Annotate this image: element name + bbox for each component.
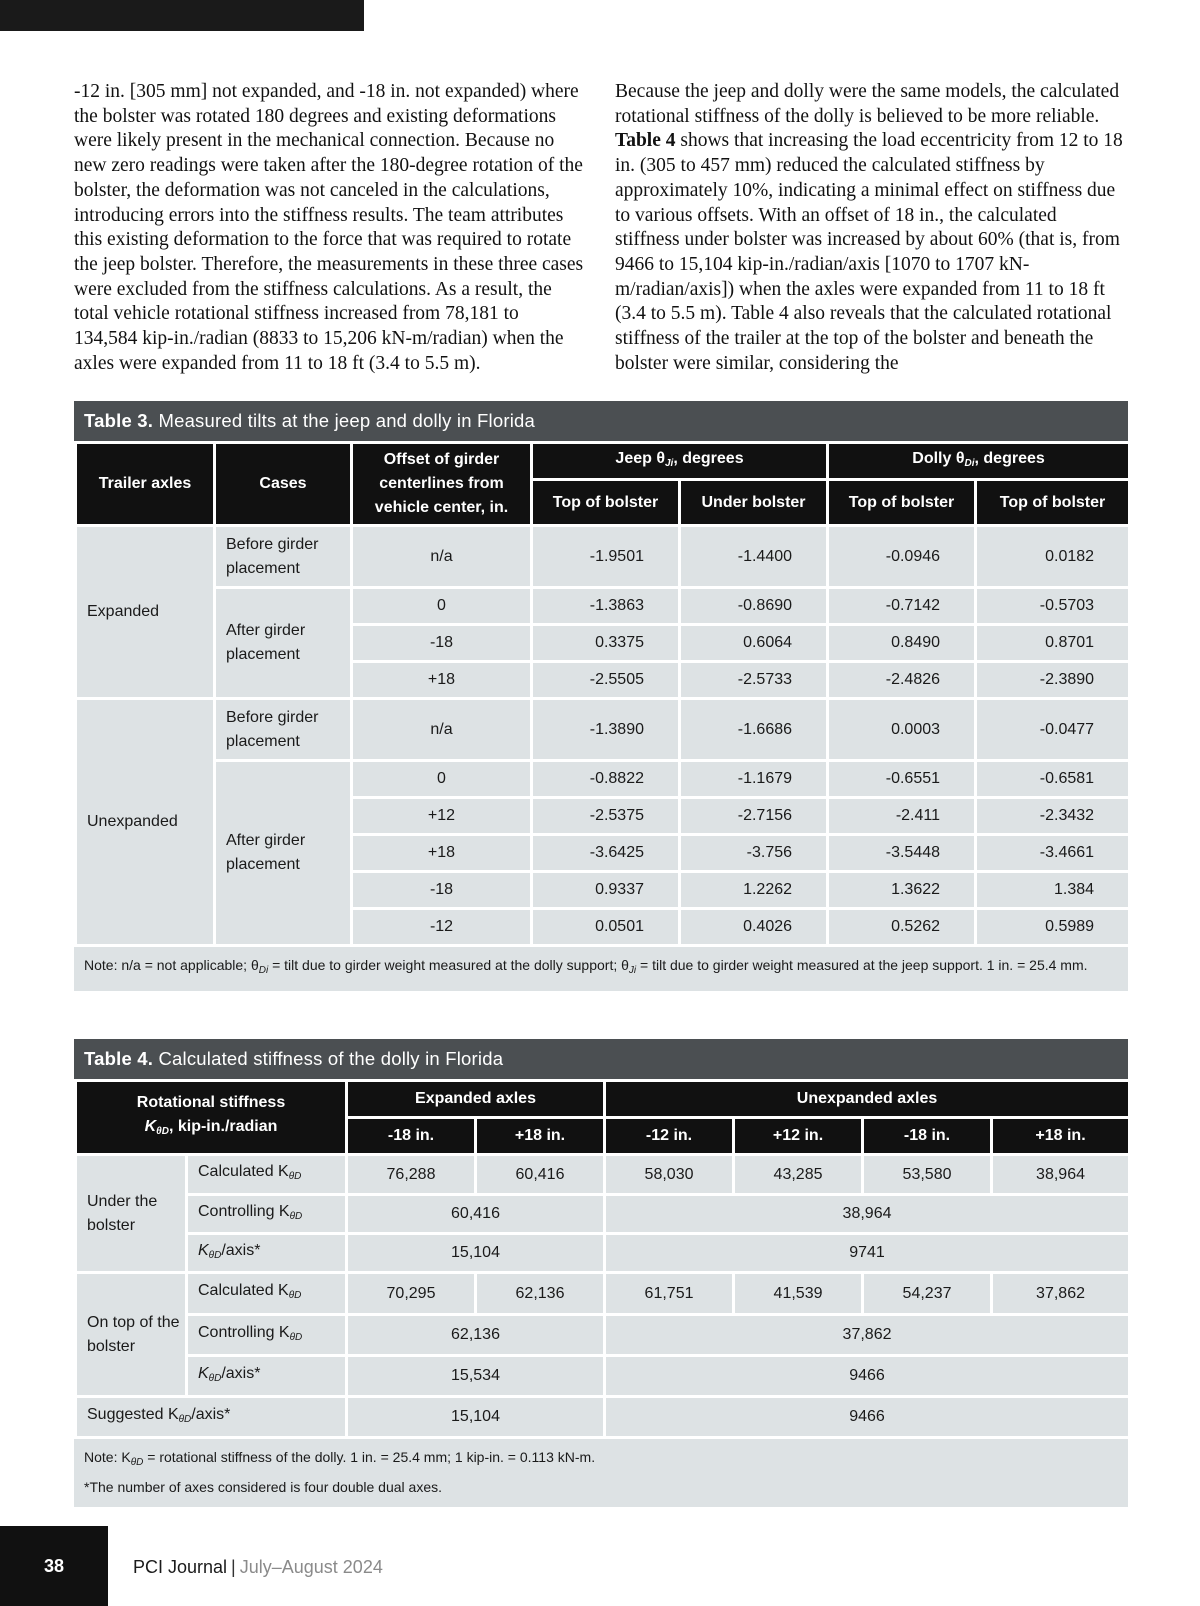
table-row — [76, 1273, 1130, 1315]
header-expanded-axles: Expanded axles — [347, 1081, 605, 1118]
table3-note: Note: n/a = not applicable; $\theta_{Di}$ = tilt due to girder weight measured at the dolly support; $\theta_{Ji}$ = tilt due to girder weight measured at the jeep support. 1 in. = 25.4 mm. — [84, 957, 1088, 976]
cell: 0.5989 — [976, 909, 1130, 946]
table4-note-line2: *The number of axes considered is four double dual axes. — [84, 1479, 442, 1495]
cell: 0.0501 — [532, 909, 680, 946]
table4 — [74, 1039, 1128, 1507]
cell: -0.0946 — [828, 526, 976, 588]
table3-title: Measured tilts at the jeep and dolly in Florida — [158, 410, 535, 431]
journal-footer — [133, 1557, 383, 1578]
cell-offset: 0 — [352, 588, 532, 625]
right-text-after: shows that increasing the load eccentricity from 12 to 18 in. (305 to 457 mm) reduced the calculated stiffness by approximately 10%, indicating a minimal effect on stiffness due to various offsets. With an offset of 18 in., the calculated stiffness under bolster was increased by about 60% (that is, from 9466 to 15,104 kip-in./radian/axis [1070 to 1707 kN-m/radian/axis]) when the axles were expanded from 11 to 18 ft (3.4 to 5.5 m). Table 4 also reveals that the calculated rotational stiffness of the trailer at the top of the bolster and beneath the bolster were similar, considering the — [615, 130, 1123, 374]
table4-grid — [74, 1079, 1131, 1439]
cell-offset: +18 — [352, 662, 532, 699]
table-row — [76, 1315, 1130, 1356]
table-row — [76, 699, 1130, 761]
header-jeep: Jeep $\theta_{Ji}$, degrees — [532, 443, 828, 480]
cell: -2.3890 — [976, 662, 1130, 699]
table4-label: Table 4. — [84, 1048, 154, 1069]
page-number: 38 — [44, 1556, 65, 1576]
cell: 38,964 — [992, 1155, 1130, 1195]
header-rotational-stiffness: Rotational stiffness $K_{\theta D}$, kip-in./radian — [76, 1081, 347, 1155]
group-unexpanded: Unexpanded — [76, 699, 215, 946]
table3 — [74, 401, 1128, 991]
journal-name: PCI Journal — [133, 1557, 228, 1577]
cell: -2.5505 — [532, 662, 680, 699]
body-text-right-column — [615, 80, 1125, 376]
cell: -2.4826 — [828, 662, 976, 699]
cell: -2.5375 — [532, 798, 680, 835]
header-offset: Offset of girder centerlines from vehicle center, in. — [352, 443, 532, 526]
header-col: +18 in. — [476, 1118, 605, 1155]
table3-caption — [74, 401, 1128, 441]
cell: 62,136 — [476, 1273, 605, 1315]
left-column-paragraph: -12 in. [305 mm] not expanded, and -18 in. not expanded) where the bolster was rotated 180 degrees and existing deformations were likely present in the mechanical connection. Because no new zero readings were taken after the 180-degree rotation of the bolster, the deformation was not canceled in the calculations, introducing errors into the stiffness results. The team attributes this existing deformation to the force that was required to rotate the jeep bolster. Therefore, the measurements in these three cases were excluded from the stiffness calculations. As a result, the total vehicle rotational stiffness increased from 78,181 to 134,584 kip-in./radian (8833 to 15,206 kN-m/radian) when the axles were expanded from 11 to 18 ft (3.4 to 5.5 m). — [74, 81, 584, 374]
cell: 62,136 — [347, 1315, 605, 1356]
cell-offset: 0 — [352, 761, 532, 798]
cell: 60,416 — [476, 1155, 605, 1195]
row-controlling: Controlling $K_{\theta D}$ — [187, 1315, 347, 1356]
cell: 37,862 — [992, 1273, 1130, 1315]
cell: -1.4400 — [680, 526, 828, 588]
table-row — [76, 1155, 1130, 1195]
group-expanded: Expanded — [76, 526, 215, 699]
cell: -0.8690 — [680, 588, 828, 625]
table4-reference: Table 4 — [615, 130, 676, 152]
cell: -0.0477 — [976, 699, 1130, 761]
cell-offset: n/a — [352, 699, 532, 761]
cell: -1.1679 — [680, 761, 828, 798]
table-row — [76, 1195, 1130, 1234]
cell: 0.0003 — [828, 699, 976, 761]
cell: 1.2262 — [680, 872, 828, 909]
header-dolly-top-1: Top of bolster — [828, 480, 976, 526]
cell: 1.3622 — [828, 872, 976, 909]
cell-offset: -12 — [352, 909, 532, 946]
header-jeep-under: Under bolster — [680, 480, 828, 526]
cell: 0.3375 — [532, 625, 680, 662]
table-row — [76, 1356, 1130, 1397]
table-row — [76, 761, 1130, 798]
header-unexpanded-axles: Unexpanded axles — [605, 1081, 1130, 1118]
row-controlling: Controlling $K_{\theta D}$ — [187, 1195, 347, 1234]
row-calculated: Calculated $K_{\theta D}$ — [187, 1273, 347, 1315]
table-row — [76, 1234, 1130, 1273]
cell-offset: -18 — [352, 625, 532, 662]
cell: -1.6686 — [680, 699, 828, 761]
case-before: Before girder placement — [215, 699, 352, 761]
header-jeep-top: Top of bolster — [532, 480, 680, 526]
cell: -0.5703 — [976, 588, 1130, 625]
cell: 60,416 — [347, 1195, 605, 1234]
header-col: +12 in. — [734, 1118, 863, 1155]
cell: -2.411 — [828, 798, 976, 835]
case-after: After girder placement — [215, 588, 352, 699]
header-dolly: Dolly $\theta_{Di}$, degrees — [828, 443, 1130, 480]
cell: 37,862 — [605, 1315, 1130, 1356]
cell: -1.3890 — [532, 699, 680, 761]
cell-offset: n/a — [352, 526, 532, 588]
cell: 41,539 — [734, 1273, 863, 1315]
cell: 0.9337 — [532, 872, 680, 909]
cell: 0.8701 — [976, 625, 1130, 662]
cell-offset: +18 — [352, 835, 532, 872]
cell: 54,237 — [863, 1273, 992, 1315]
header-col: -12 in. — [605, 1118, 734, 1155]
top-header-bar — [0, 0, 364, 31]
header-col: -18 in. — [863, 1118, 992, 1155]
cell: 61,751 — [605, 1273, 734, 1315]
cell: -3.6425 — [532, 835, 680, 872]
header-cases: Cases — [215, 443, 352, 526]
cell: 38,964 — [605, 1195, 1130, 1234]
header-dolly-top-2: Top of bolster — [976, 480, 1130, 526]
cell: -2.3432 — [976, 798, 1130, 835]
row-per-axis: $K_{\theta D}/axis*$ — [187, 1356, 347, 1397]
table4-caption — [74, 1039, 1128, 1079]
cell: 0.6064 — [680, 625, 828, 662]
case-before: Before girder placement — [215, 526, 352, 588]
footer-separator: | — [231, 1557, 236, 1577]
table4-title: Calculated stiffness of the dolly in Florida — [158, 1048, 504, 1069]
cell: 9466 — [605, 1356, 1130, 1397]
cell-offset: -18 — [352, 872, 532, 909]
row-calculated: Calculated $K_{\theta D}$ — [187, 1155, 347, 1195]
cell-offset: +12 — [352, 798, 532, 835]
cell: 0.4026 — [680, 909, 828, 946]
cell: 15,534 — [347, 1356, 605, 1397]
header-col: +18 in. — [992, 1118, 1130, 1155]
body-text-left-column — [74, 80, 586, 376]
issue-date: July–August 2024 — [239, 1557, 383, 1577]
row-suggested: Suggested $K_{\theta D}/axis*$ — [76, 1397, 347, 1438]
cell: 1.384 — [976, 872, 1130, 909]
cell: 53,580 — [863, 1155, 992, 1195]
cell: -1.3863 — [532, 588, 680, 625]
table-row — [76, 526, 1130, 588]
case-after: After girder placement — [215, 761, 352, 946]
cell: -2.5733 — [680, 662, 828, 699]
cell: 0.0182 — [976, 526, 1130, 588]
header-col: -18 in. — [347, 1118, 476, 1155]
cell: 43,285 — [734, 1155, 863, 1195]
cell: -3.5448 — [828, 835, 976, 872]
cell: -0.8822 — [532, 761, 680, 798]
cell: 15,104 — [347, 1234, 605, 1273]
group-on-top-bolster: On top of the bolster — [76, 1273, 187, 1397]
cell: -0.6551 — [828, 761, 976, 798]
cell: -2.7156 — [680, 798, 828, 835]
cell: 15,104 — [347, 1397, 605, 1438]
header-trailer-axles: Trailer axles — [76, 443, 215, 526]
group-under-bolster: Under the bolster — [76, 1155, 187, 1273]
cell: 76,288 — [347, 1155, 476, 1195]
table4-note — [74, 1439, 1128, 1507]
table3-label: Table 3. — [84, 410, 154, 431]
table-row — [76, 588, 1130, 625]
cell: -0.6581 — [976, 761, 1130, 798]
cell: 9741 — [605, 1234, 1130, 1273]
cell: -1.9501 — [532, 526, 680, 588]
right-text-before: Because the jeep and dolly were the same models, the calculated rotational stiffness of the dolly is believed to be more reliable. — [615, 81, 1120, 127]
cell: 0.5262 — [828, 909, 976, 946]
row-per-axis: $K_{\theta D}/axis*$ — [187, 1234, 347, 1273]
table-row — [76, 1397, 1130, 1438]
cell: -0.7142 — [828, 588, 976, 625]
cell: 9466 — [605, 1397, 1130, 1438]
cell: -3.4661 — [976, 835, 1130, 872]
cell: -3.756 — [680, 835, 828, 872]
cell: 0.8490 — [828, 625, 976, 662]
right-column-paragraph — [615, 80, 1125, 376]
cell: 70,295 — [347, 1273, 476, 1315]
table4-note-line1: Note: $K_{\theta D}$ = rotational stiffness of the dolly. 1 in. = 25.4 mm; 1 kip-in. = 0.113 kN-m. — [84, 1449, 596, 1468]
table3-grid — [74, 441, 1131, 947]
cell: 58,030 — [605, 1155, 734, 1195]
